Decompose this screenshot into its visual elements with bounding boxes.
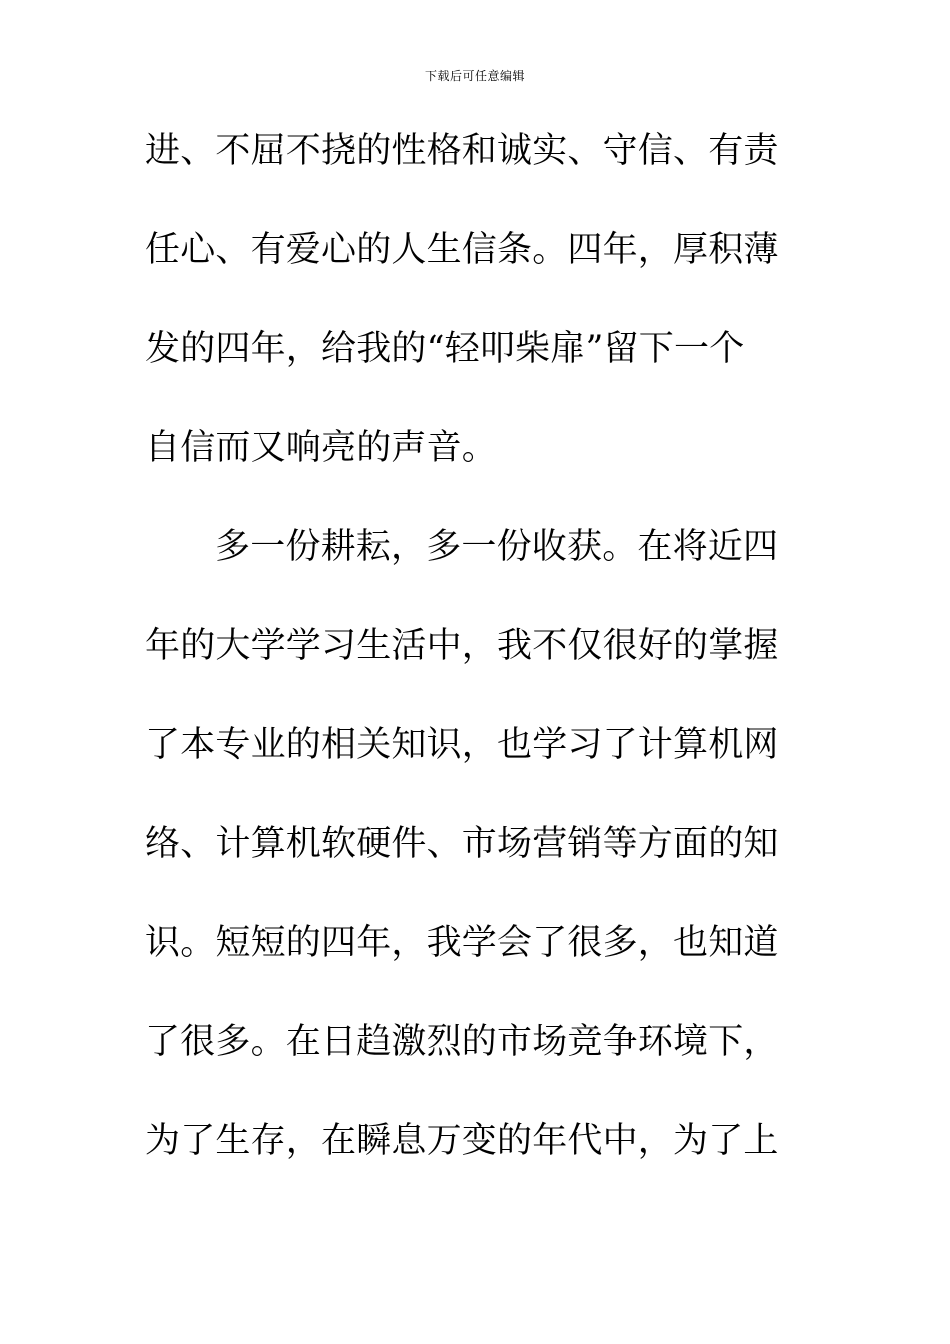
text-line: 了很多。在日趋激烈的市场竞争环境下， <box>145 1022 779 1062</box>
body-text <box>145 127 785 1216</box>
text-line: 识。短短的四年，我学会了很多，也知道 <box>145 923 779 963</box>
paragraph-first-line: 多一份耕耘，多一份收获。在将近四 <box>215 527 779 567</box>
page-header: 下载后可任意编辑 <box>424 69 525 83</box>
text-line: 年的大学学习生活中，我不仅很好的掌握 <box>145 626 779 666</box>
text-line: 为了生存，在瞬息万变的年代中，为了上 <box>145 1121 779 1161</box>
text-line: 任心、有爱心的人生信条。四年，厚积薄 <box>145 230 779 270</box>
text-line: 络、计算机软硬件、市场营销等方面的知 <box>145 824 779 864</box>
text-line: 了本专业的相关知识，也学习了计算机网 <box>145 725 779 765</box>
text-line: 自信而又响亮的声音。 <box>145 428 498 468</box>
text-line: 发的四年，给我的“轻叩柴扉”留下一个 <box>145 329 745 369</box>
text-line: 进、不屈不挠的性格和诚实、守信、有责 <box>145 131 779 171</box>
